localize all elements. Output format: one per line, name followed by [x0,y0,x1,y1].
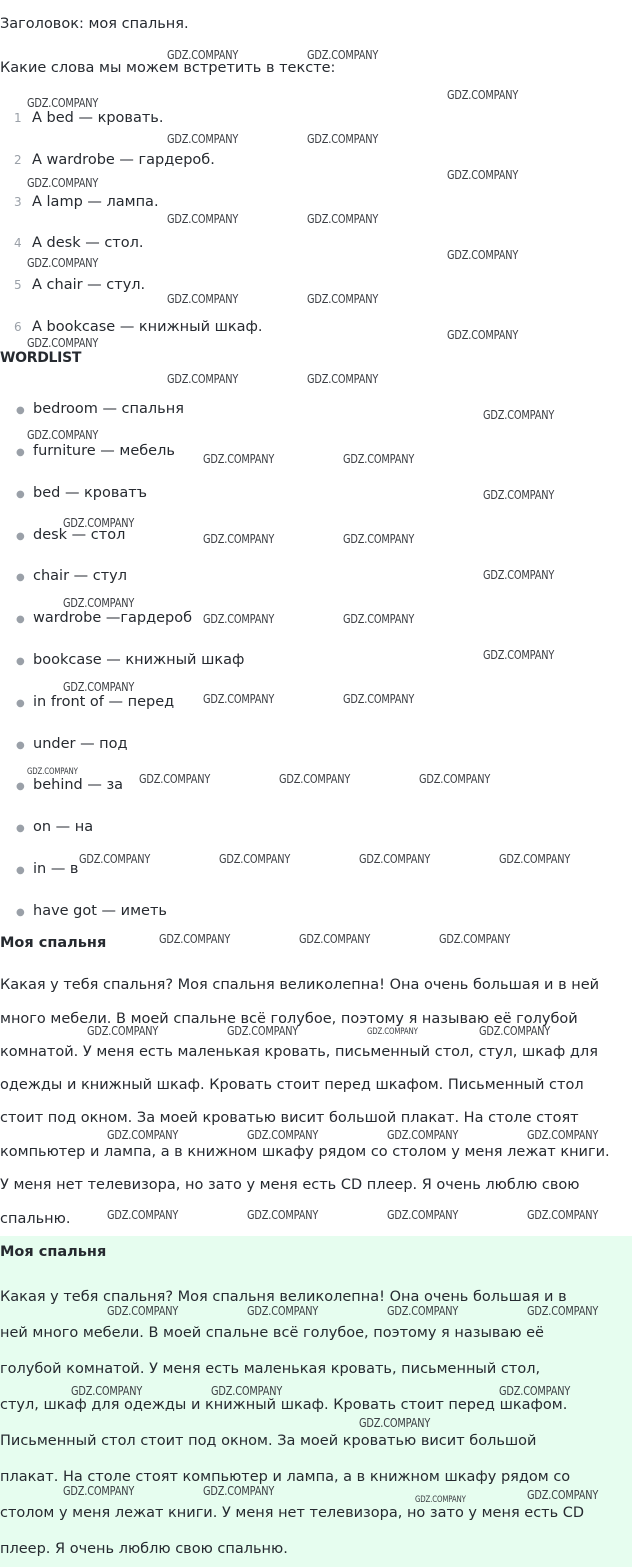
wordlist-item [16,652,244,668]
bullet-icon: ● [16,865,25,876]
watermark: GDZ.COMPANY [63,595,135,610]
translation-line: ней много мебели. В моей спальне всё голубое, поэтому я называю её [0,1325,544,1341]
watermark: GDZ.COMPANY [27,175,99,190]
watermark: GDZ.COMPANY [387,1127,459,1142]
watermark: GDZ.COMPANY [527,1487,599,1502]
watermark: GDZ.COMPANY [483,647,555,662]
wordlist-item-text: in front of — перед [33,694,175,710]
wordlist-item [16,610,192,626]
watermark: GDZ.COMPANY [203,1483,275,1498]
watermark: GDZ.COMPANY [27,255,99,270]
watermark: GDZ.COMPANY [71,1383,143,1398]
story-line: много мебели. В моей спальне всё голубое, поэтому я называю её голубой [0,1011,578,1027]
story-line: компьютер и лампа, а в книжном шкафу рядом со столом у меня лежат книги. [0,1144,610,1160]
watermark: GDZ.COMPANY [479,1023,551,1038]
wordlist-item [16,443,175,459]
wordlist-item-text: bookcase — книжный шкаф [33,652,245,668]
bullet-icon: ● [16,781,25,792]
item-text: A bed — кровать. [32,110,164,126]
numbered-item [14,152,215,168]
watermark: GDZ.COMPANY [527,1207,599,1222]
story-line: Какая у тебя спальня? Моя спальня великолепна! Она очень большая и в ней [0,977,600,993]
watermark: GDZ.COMPANY [203,451,275,466]
translation-line: стул, шкаф для одежды и книжный шкаф. Кровать стоит перед шкафом. [0,1397,568,1413]
wordlist-item [16,903,167,919]
watermark: GDZ.COMPANY [343,531,415,546]
watermark: GDZ.COMPANY [27,95,99,110]
watermark: GDZ.COMPANY [63,679,135,694]
watermark: GDZ.COMPANY [139,771,211,786]
wordlist-item [16,401,184,417]
watermark: GDZ.COMPANY [167,131,239,146]
watermark: GDZ.COMPANY [247,1303,319,1318]
story-line: спальню. [0,1211,71,1227]
translation-line: Какая у тебя спальня? Моя спальня великолепна! Она очень большая и в [0,1289,567,1305]
watermark: GDZ.COMPANY [447,327,519,342]
watermark: GDZ.COMPANY [447,87,519,102]
wordlist-item-text: have got — иметь [33,903,167,919]
bullet-icon: ● [16,405,25,416]
story-line: У меня нет телевизора, но зато у меня есть CD плеер. Я очень люблю свою [0,1177,580,1193]
item-number: 1 [14,111,22,125]
watermark: GDZ.COMPANY [107,1127,179,1142]
watermark: GDZ.COMPANY [483,407,555,422]
watermark: GDZ.COMPANY [415,1495,466,1505]
item-number: 4 [14,236,22,250]
watermark: GDZ.COMPANY [219,851,291,866]
watermark: GDZ.COMPANY [63,1483,135,1498]
watermark: GDZ.COMPANY [279,771,351,786]
story-title: Моя спальня [0,935,107,951]
bullet-icon: ● [16,907,25,918]
bullet-icon: ● [16,740,25,751]
watermark: GDZ.COMPANY [343,611,415,626]
watermark: GDZ.COMPANY [211,1383,283,1398]
watermark: GDZ.COMPANY [307,291,379,306]
watermark: GDZ.COMPANY [203,531,275,546]
translation-title: Моя спальня [0,1244,107,1260]
numbered-item [14,194,159,210]
watermark: GDZ.COMPANY [299,931,371,946]
watermark: GDZ.COMPANY [203,691,275,706]
item-text: A desk — стол. [32,235,144,251]
question-line: Какие слова мы можем встретить в тексте: [0,60,336,76]
heading-line: Заголовок: моя спальня. [0,16,189,32]
watermark: GDZ.COMPANY [167,291,239,306]
watermark: GDZ.COMPANY [203,611,275,626]
translation-line: столом у меня лежат книги. У меня нет телевизора, но зато у меня есть CD [0,1505,585,1521]
watermark: GDZ.COMPANY [159,931,231,946]
numbered-item [14,235,144,251]
item-text: A bookcase — книжный шкаф. [32,319,263,335]
watermark: GDZ.COMPANY [483,567,555,582]
wordlist-item [16,736,128,752]
watermark: GDZ.COMPANY [447,247,519,262]
watermark: GDZ.COMPANY [499,1383,571,1398]
watermark: GDZ.COMPANY [527,1303,599,1318]
translation-line: Письменный стол стоит под окном. За моей кроватью висит большой [0,1433,537,1449]
story-line: стоит под окном. За моей кроватью висит большой плакат. На столе стоят [0,1110,579,1126]
item-text: A wardrobe — гардероб. [32,152,215,168]
watermark: GDZ.COMPANY [63,515,135,530]
item-text: A chair — стул. [32,277,146,293]
story-line: комнатой. У меня есть маленькая кровать, письменный стол, стул, шкаф для [0,1044,598,1060]
wordlist-item-text: wardrobe —гардероб [33,610,193,626]
watermark: GDZ.COMPANY [27,335,99,350]
watermark: GDZ.COMPANY [307,211,379,226]
wordlist-item [16,777,123,793]
watermark: GDZ.COMPANY [343,691,415,706]
wordlist-title: WORDLIST [0,350,82,366]
wordlist-item [16,819,93,835]
watermark: GDZ.COMPANY [499,851,571,866]
bullet-icon: ● [16,698,25,709]
story-line: одежды и книжный шкаф. Кровать стоит перед шкафом. Письменный стол [0,1077,584,1093]
wordlist-item-text: desk — стол [33,527,126,543]
wordlist-item-text: chair — стул [33,568,128,584]
bullet-icon: ● [16,572,25,583]
item-number: 3 [14,195,22,209]
wordlist-item [16,861,78,877]
watermark: GDZ.COMPANY [439,931,511,946]
wordlist-item-text: on — на [33,819,94,835]
wordlist-item [16,485,147,501]
bullet-icon: ● [16,614,25,625]
watermark: GDZ.COMPANY [387,1303,459,1318]
watermark: GDZ.COMPANY [387,1207,459,1222]
wordlist-item-text: under — под [33,736,128,752]
wordlist-item-text: behind — за [33,777,124,793]
watermark: GDZ.COMPANY [27,767,78,777]
watermark: GDZ.COMPANY [87,1023,159,1038]
watermark: GDZ.COMPANY [447,167,519,182]
wordlist-item-text: in — в [33,861,79,877]
watermark: GDZ.COMPANY [307,131,379,146]
bullet-icon: ● [16,823,25,834]
item-number: 6 [14,320,22,334]
watermark: GDZ.COMPANY [359,1415,431,1430]
watermark: GDZ.COMPANY [107,1303,179,1318]
watermark: GDZ.COMPANY [307,47,379,62]
watermark: GDZ.COMPANY [167,371,239,386]
bullet-icon: ● [16,531,25,542]
numbered-item [14,319,263,335]
translation-line: голубой комнатой. У меня есть маленькая кровать, письменный стол, [0,1361,541,1377]
watermark: GDZ.COMPANY [167,211,239,226]
watermark: GDZ.COMPANY [367,1027,418,1037]
wordlist-item [16,694,174,710]
item-number: 2 [14,153,22,167]
watermark: GDZ.COMPANY [247,1127,319,1142]
watermark: GDZ.COMPANY [247,1207,319,1222]
item-text: A lamp — лампа. [32,194,159,210]
watermark: GDZ.COMPANY [79,851,151,866]
watermark: GDZ.COMPANY [167,47,239,62]
translation-line: плакат. На столе стоят компьютер и лампа, а в книжном шкафу рядом со [0,1469,571,1485]
watermark: GDZ.COMPANY [527,1127,599,1142]
watermark: GDZ.COMPANY [307,371,379,386]
wordlist-item [16,568,127,584]
watermark: GDZ.COMPANY [107,1207,179,1222]
wordlist-item-text: bed — кроватъ [33,485,148,501]
watermark: GDZ.COMPANY [483,487,555,502]
numbered-item [14,110,163,126]
watermark: GDZ.COMPANY [359,851,431,866]
watermark: GDZ.COMPANY [227,1023,299,1038]
bullet-icon: ● [16,447,25,458]
numbered-item [14,277,145,293]
wordlist-item-text: bedroom — спальня [33,401,184,417]
bullet-icon: ● [16,656,25,667]
item-number: 5 [14,278,22,292]
watermark: GDZ.COMPANY [27,427,99,442]
watermark: GDZ.COMPANY [343,451,415,466]
watermark: GDZ.COMPANY [419,771,491,786]
translation-line: плеер. Я очень люблю свою спальню. [0,1541,288,1557]
bullet-icon: ● [16,489,25,500]
wordlist-item-text: furniture — мебель [33,443,175,459]
